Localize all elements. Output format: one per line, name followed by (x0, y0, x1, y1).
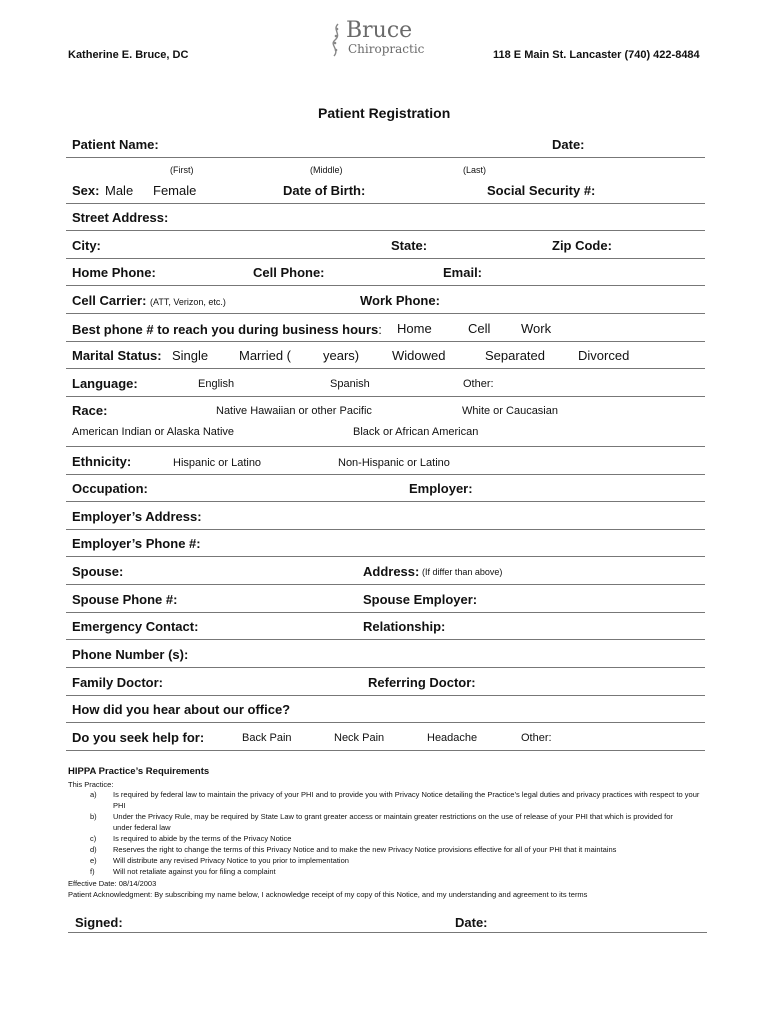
best-phone-cell-option[interactable]: Cell (468, 321, 491, 336)
spine-icon (326, 22, 348, 58)
phone-numbers-label: Phone Number (s): (72, 647, 189, 662)
work-phone-label: Work Phone: (360, 293, 440, 308)
hippa-title: HIPPA Practice’s Requirements (68, 766, 210, 777)
marital-married-option[interactable]: Married ( (239, 348, 292, 363)
language-spanish-option[interactable]: Spanish (330, 378, 370, 390)
best-phone-question (72, 321, 382, 339)
ssn-label: Social Security #: (487, 183, 596, 198)
hippa-item-label: e) (90, 856, 97, 865)
ethnicity-line (66, 474, 705, 475)
cell-carrier-hint: (ATT, Verizon, etc.) (150, 297, 226, 307)
referring-doctor-label: Referring Doctor: (368, 675, 476, 690)
best-phone-work-option[interactable]: Work (521, 321, 552, 336)
emergency-contact-label: Emergency Contact: (72, 619, 199, 634)
ethnicity-hispanic-option[interactable]: Hispanic or Latino (173, 457, 262, 469)
hippa-acknowledgment: Patient Acknowledgment: By subscribing my name below, I acknowledge receipt of my copy of this Notice, and my understanding and agreement to its terms (68, 890, 588, 899)
hippa-effective-date: Effective Date: 08/14/2003 (68, 879, 157, 888)
race-white-option[interactable]: White or Caucasian (462, 405, 558, 417)
sex-male-option[interactable]: Male (105, 183, 134, 198)
page-title: Patient Registration (318, 105, 451, 121)
occupation-line[interactable] (66, 501, 705, 502)
spouse-employer-label: Spouse Employer: (363, 592, 478, 607)
sex-label: Sex: (72, 183, 100, 198)
practitioner-name: Katherine E. Bruce, DC (68, 49, 189, 61)
doctors-line[interactable] (66, 695, 705, 696)
ethnicity-non-hispanic-option[interactable]: Non-Hispanic or Latino (338, 457, 450, 469)
hippa-item-text: Under the Privacy Rule, may be required by State Law to grant greater access or maintain greater restrictions on the use of release of your PHI that which is provided for under federal law (113, 812, 673, 832)
cell-phone-label: Cell Phone: (253, 265, 325, 280)
marital-label: Marital Status: (72, 348, 162, 363)
hear-about-label: How did you hear about our office? (72, 702, 291, 717)
logo-main: Bruce (346, 18, 413, 43)
spouse-address-hint: (If differ than above) (422, 567, 503, 577)
ethnicity-label: Ethnicity: (72, 454, 132, 469)
marital-years: years) (323, 348, 360, 363)
marital-line (66, 368, 705, 369)
street-label: Street Address: (72, 210, 169, 225)
city-label: City: (72, 238, 101, 253)
logo (326, 20, 436, 60)
best-phone-line (66, 341, 705, 342)
spouse-label: Spouse: (72, 564, 124, 579)
language-other-option[interactable]: Other: (463, 378, 494, 390)
race-line (66, 446, 705, 447)
signed-label: Signed: (75, 915, 123, 930)
hippa-item-text: Will distribute any revised Privacy Notice to you prior to implementation (113, 856, 349, 865)
patient-name-line[interactable] (66, 157, 705, 158)
employer-address-label: Employer’s Address: (72, 509, 202, 524)
practice-address: 118 E Main St. Lancaster (740) 422-8484 (493, 49, 700, 61)
race-label: Race: (72, 403, 108, 418)
hear-about-line[interactable] (66, 722, 705, 723)
spouse-phone-line[interactable] (66, 612, 705, 613)
phone-numbers-line[interactable] (66, 667, 705, 668)
help-neck-pain-option[interactable]: Neck Pain (334, 732, 385, 744)
phones-line[interactable] (66, 285, 705, 286)
sex-female-option[interactable]: Female (153, 183, 197, 198)
occupation-label: Occupation: (72, 481, 148, 496)
employer-label: Employer: (409, 481, 473, 496)
language-label: Language: (72, 376, 138, 391)
employer-phone-line[interactable] (66, 556, 705, 557)
dob-label: Date of Birth: (283, 183, 366, 198)
email-label: Email: (443, 265, 483, 280)
date-label: Date: (552, 137, 585, 152)
logo-sub: Chiropractic (348, 42, 425, 56)
zip-label: Zip Code: (552, 238, 612, 253)
employer-address-line[interactable] (66, 529, 705, 530)
carrier-line[interactable] (66, 313, 705, 314)
seek-help-line (66, 750, 705, 751)
marital-single-option[interactable]: Single (172, 348, 209, 363)
hippa-intro: This Practice: (68, 780, 114, 789)
state-label: State: (391, 238, 428, 253)
middle-hint: (Middle) (310, 165, 343, 175)
sex-row-line[interactable] (66, 203, 705, 204)
race-black-option[interactable]: Black or African American (353, 426, 479, 438)
help-back-pain-option[interactable]: Back Pain (242, 732, 292, 744)
signature-date-label: Date: (455, 915, 488, 930)
hippa-item-label: d) (90, 845, 97, 854)
cell-carrier-label: Cell Carrier: (72, 293, 147, 308)
language-line (66, 396, 705, 397)
last-hint: (Last) (463, 165, 487, 175)
home-phone-label: Home Phone: (72, 265, 156, 280)
family-doctor-label: Family Doctor: (72, 675, 164, 690)
city-line[interactable] (66, 258, 705, 259)
signature-line[interactable] (68, 932, 707, 933)
hippa-item-text: Is required by federal law to maintain the privacy of your PHI and to provide you with Privacy Notice detailing the Practice’s legal duties and privacy practices with respect to your PHI (113, 790, 700, 810)
hippa-item-text: Reserves the right to change the terms of this Privacy Notice and to make the new Privacy Notice provisions effective for all of your PHI that it maintains (113, 845, 617, 854)
street-line[interactable] (66, 230, 705, 231)
race-american-indian-option[interactable]: American Indian or Alaska Native (72, 426, 235, 438)
best-phone-home-option[interactable]: Home (397, 321, 432, 336)
race-native-hawaiian-option[interactable]: Native Hawaiian or other Pacific (216, 405, 372, 417)
language-english-option[interactable]: English (198, 378, 235, 390)
spouse-address-label: Address: (363, 564, 420, 579)
hippa-item-text: Is required to abide by the terms of the Privacy Notice (113, 834, 292, 843)
seek-help-label: Do you seek help for: (72, 730, 205, 745)
spouse-line[interactable] (66, 584, 705, 585)
hippa-item-label: b) (90, 812, 97, 821)
marital-widowed-option[interactable]: Widowed (392, 348, 446, 363)
help-headache-option[interactable]: Headache (427, 732, 478, 744)
best-phone-label: Best phone # to reach you during business hours (72, 322, 379, 337)
hippa-item-label: a) (90, 790, 97, 799)
relationship-label: Relationship: (363, 619, 446, 634)
marital-separated-option[interactable]: Separated (485, 348, 545, 363)
patient-name-label: Patient Name: (72, 137, 159, 152)
hippa-item-label: c) (90, 834, 97, 843)
hippa-item-text: Will not retaliate against you for filing a complaint (113, 867, 276, 876)
employer-phone-label: Employer’s Phone #: (72, 536, 201, 551)
first-hint: (First) (170, 165, 194, 175)
spouse-phone-label: Spouse Phone #: (72, 592, 178, 607)
emergency-line[interactable] (66, 639, 705, 640)
hippa-item-label: f) (90, 867, 95, 876)
best-phone-colon: : (378, 322, 382, 337)
help-other-option[interactable]: Other: (521, 732, 552, 744)
marital-divorced-option[interactable]: Divorced (578, 348, 630, 363)
